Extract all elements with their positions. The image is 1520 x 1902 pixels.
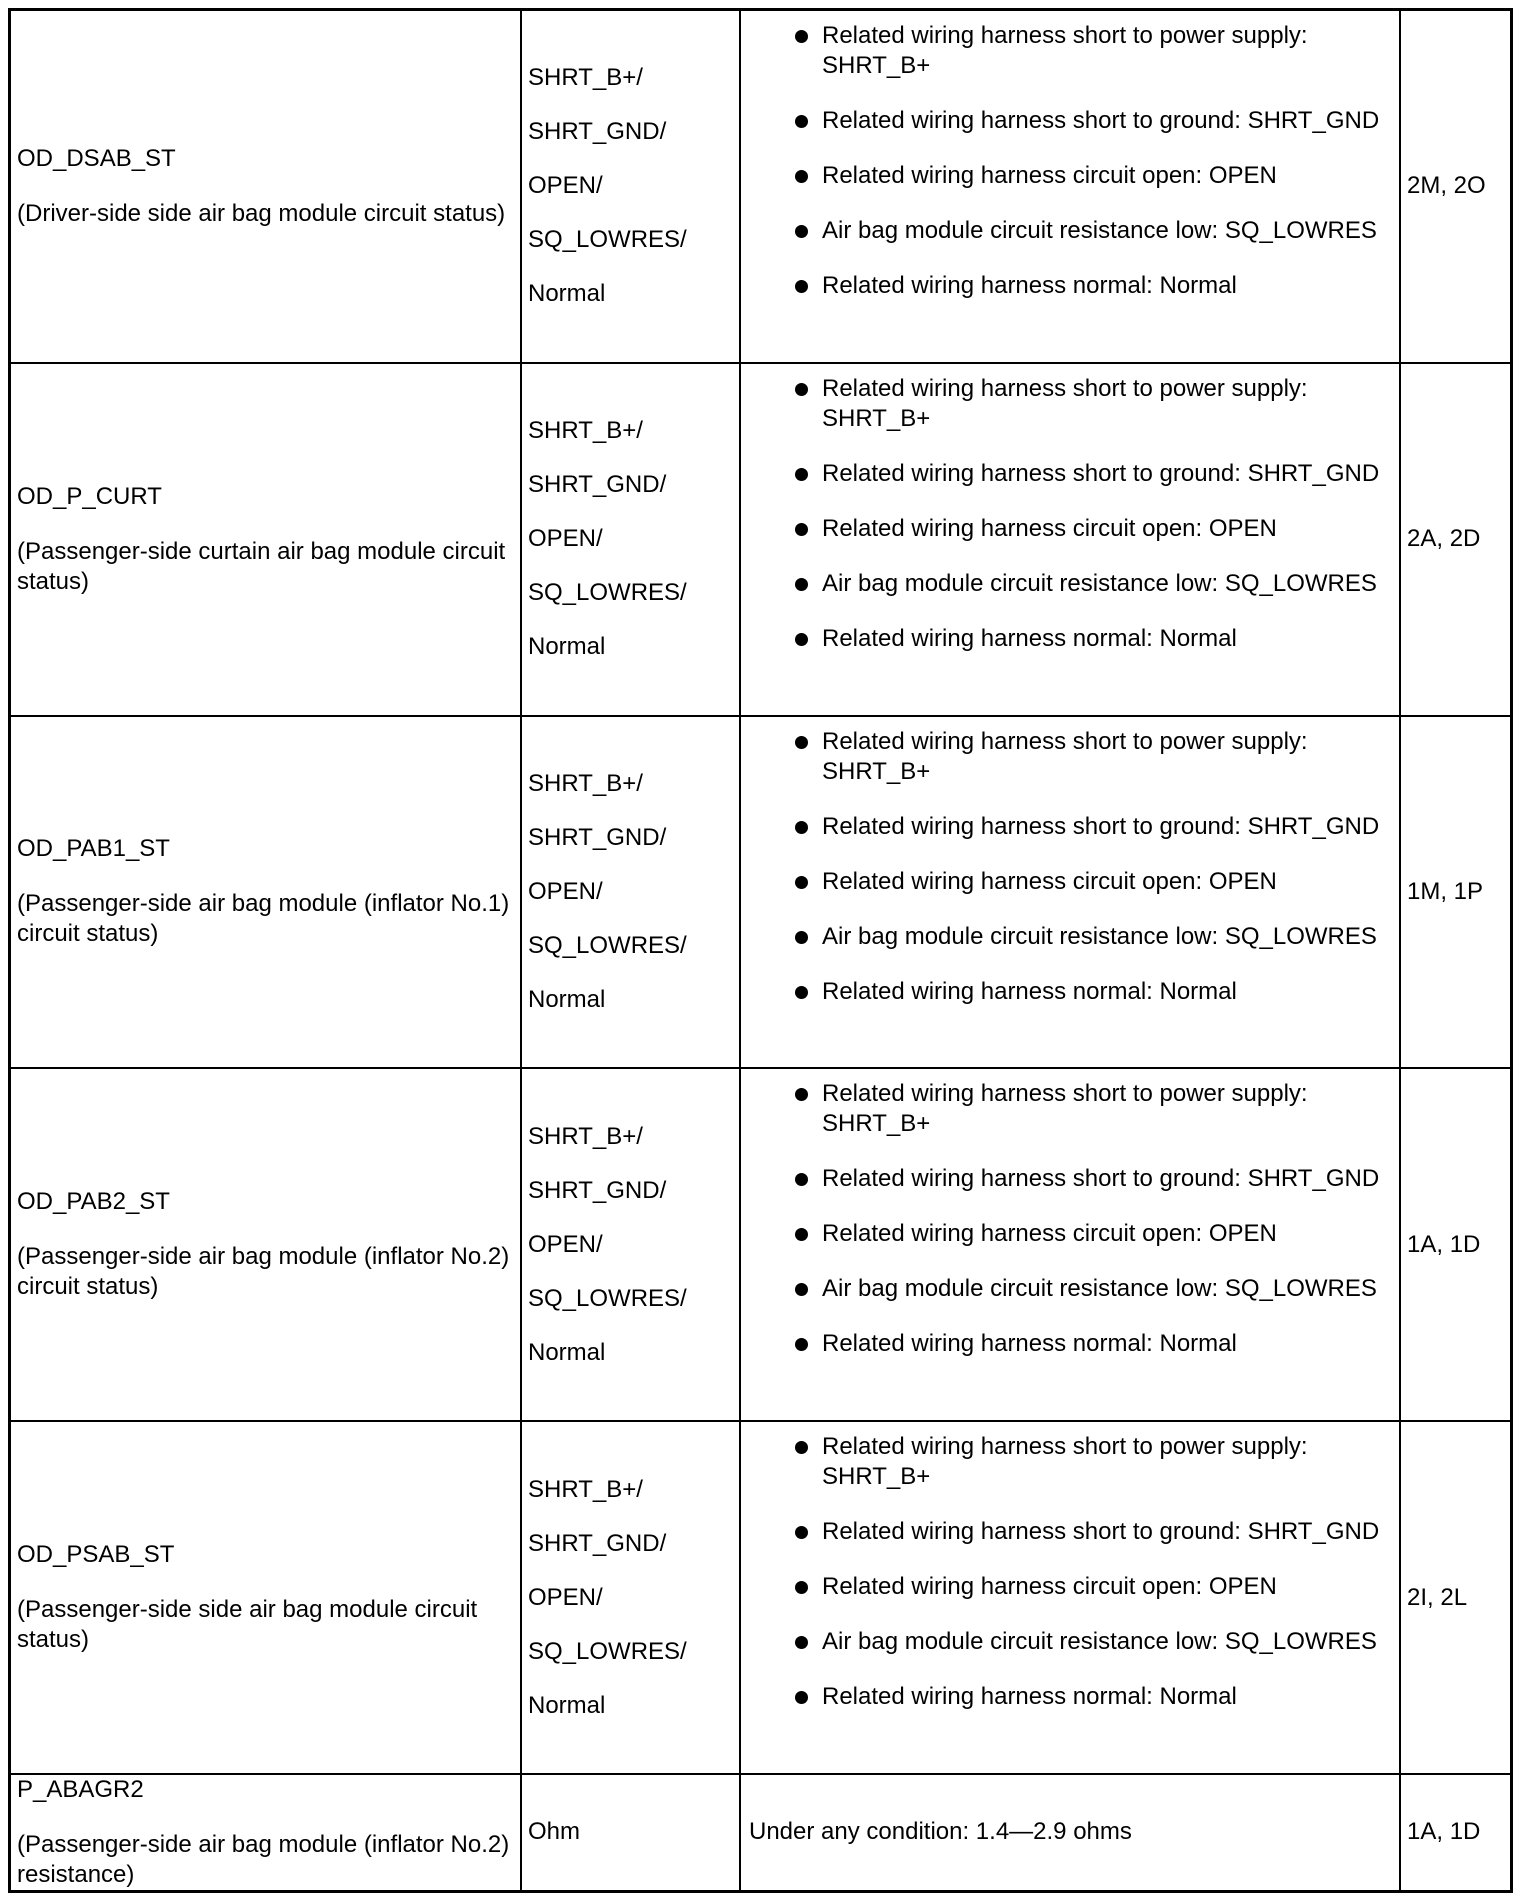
bullet-icon (795, 876, 808, 889)
list-item (749, 271, 1393, 301)
condition-text: Related wiring harness normal: Normal (822, 1330, 1237, 1358)
list-item (749, 459, 1393, 489)
bullet-icon (795, 1283, 808, 1296)
list-item (749, 1517, 1393, 1547)
item-name: OD_P_CURT (17, 482, 162, 510)
unit-value: OPEN/ (528, 172, 603, 200)
terminal-cell (1401, 11, 1510, 362)
unit-value: OPEN/ (528, 1230, 603, 1258)
condition-text: Air bag module circuit resistance low: SQ_LOWRES (822, 1275, 1377, 1303)
condition-cell (741, 11, 1401, 362)
item-name: OD_PAB2_ST (17, 1188, 170, 1216)
condition-text: Related wiring harness short to ground: SHRT_GND (822, 459, 1380, 487)
terminal-value: 2A, 2D (1407, 525, 1481, 553)
list-item (749, 569, 1393, 599)
bullet-icon (795, 1173, 808, 1186)
item-name: P_ABAGR2 (17, 1775, 144, 1803)
unit-value: SQ_LOWRES/ (528, 226, 687, 254)
bullet-icon (795, 821, 808, 834)
condition-text: Air bag module circuit resistance low: SQ_LOWRES (822, 922, 1377, 950)
terminal-value: 1A, 1D (1407, 1230, 1481, 1258)
condition-text: Related wiring harness circuit open: OPEN (822, 867, 1277, 895)
list-item (749, 216, 1393, 246)
condition-text: Related wiring harness normal: Normal (822, 977, 1237, 1005)
unit-cell (522, 364, 741, 715)
condition-text: Related wiring harness short to power supply: SHRT_B+ (822, 22, 1308, 79)
bullet-icon (795, 1636, 808, 1649)
item-name: OD_PSAB_ST (17, 1541, 175, 1569)
item-cell (11, 1069, 522, 1420)
list-item (749, 867, 1393, 897)
condition-text: Air bag module circuit resistance low: SQ_LOWRES (822, 569, 1377, 597)
item-cell (11, 11, 522, 362)
unit-value: SHRT_GND/ (528, 118, 667, 146)
item-cell (11, 1775, 522, 1890)
bullet-icon (795, 578, 808, 591)
list-item (749, 1432, 1393, 1492)
condition-text: Related wiring harness circuit open: OPEN (822, 1573, 1277, 1601)
bullet-icon (795, 468, 808, 481)
condition-cell (741, 364, 1401, 715)
terminal-value: 1M, 1P (1407, 877, 1484, 905)
list-item (749, 922, 1393, 952)
bullet-icon (795, 633, 808, 646)
bullet-icon (795, 280, 808, 293)
list-item (749, 106, 1393, 136)
pid-table (8, 8, 1513, 1893)
condition-list (749, 374, 1393, 654)
unit-value: OPEN/ (528, 525, 603, 553)
condition-text: Related wiring harness circuit open: OPEN (822, 162, 1277, 189)
condition-text: Related wiring harness circuit open: OPEN (822, 514, 1277, 542)
bullet-icon (795, 1228, 808, 1241)
condition-text: Related wiring harness short to power supply: SHRT_B+ (822, 1080, 1308, 1138)
list-item (749, 1079, 1393, 1139)
unit-value: SHRT_GND/ (528, 1176, 667, 1204)
terminal-value: 1A, 1D (1407, 1818, 1481, 1846)
list-item (749, 161, 1393, 191)
list-item (749, 374, 1393, 434)
item-cell (11, 1422, 522, 1773)
item-cell (11, 717, 522, 1068)
unit-value: SHRT_GND/ (528, 823, 667, 851)
list-item (749, 514, 1393, 544)
table-row (11, 717, 1510, 1070)
terminal-value: 2I, 2L (1407, 1583, 1468, 1611)
unit-value: Ohm (528, 1818, 581, 1846)
table-row (11, 1775, 1510, 1890)
unit-value: Normal (528, 280, 606, 308)
bullet-icon (795, 736, 808, 749)
item-name: OD_PAB1_ST (17, 835, 170, 863)
item-description: (Passenger-side side air bag module circuit status) (17, 1596, 478, 1654)
bullet-icon (795, 383, 808, 396)
list-item (749, 1627, 1393, 1657)
condition-cell (741, 717, 1401, 1068)
condition-text: Air bag module circuit resistance low: SQ_LOWRES (822, 217, 1377, 244)
list-item (749, 21, 1393, 81)
bullet-icon (795, 225, 808, 238)
condition-text: Related wiring harness normal: Normal (822, 272, 1237, 299)
unit-value: SHRT_GND/ (528, 1529, 667, 1557)
condition-list (749, 1432, 1393, 1712)
condition-text: Related wiring harness normal: Normal (822, 1683, 1237, 1711)
list-item (749, 1572, 1393, 1602)
unit-cell (522, 717, 741, 1068)
condition-text: Related wiring harness circuit open: OPEN (822, 1220, 1277, 1248)
terminal-cell (1401, 717, 1510, 1068)
unit-value: SQ_LOWRES/ (528, 579, 687, 607)
bullet-icon (795, 931, 808, 944)
terminal-cell (1401, 1775, 1510, 1890)
condition-list (749, 1079, 1393, 1359)
unit-value: SHRT_GND/ (528, 471, 667, 499)
table-row (11, 1422, 1510, 1775)
item-name: OD_DSAB_ST (17, 144, 176, 172)
list-item (749, 727, 1393, 787)
unit-value: SHRT_B+/ (528, 64, 643, 92)
terminal-cell (1401, 1422, 1510, 1773)
condition-text: Air bag module circuit resistance low: SQ_LOWRES (822, 1628, 1377, 1656)
condition-list (749, 21, 1393, 301)
bullet-icon (795, 1441, 808, 1454)
item-cell (11, 364, 522, 715)
condition-text: Related wiring harness short to power supply: SHRT_B+ (822, 727, 1308, 785)
bullet-icon (795, 170, 808, 183)
item-description: (Driver-side side air bag module circuit status) (17, 199, 506, 227)
table-row (11, 11, 1510, 364)
unit-cell (522, 1422, 741, 1773)
list-item (749, 1682, 1393, 1712)
condition-text: Related wiring harness short to power supply: SHRT_B+ (822, 374, 1308, 432)
unit-value: SQ_LOWRES/ (528, 1284, 687, 1312)
list-item (749, 1164, 1393, 1194)
unit-cell (522, 1069, 741, 1420)
table-row (11, 364, 1510, 717)
bullet-icon (795, 1691, 808, 1704)
terminal-cell (1401, 1069, 1510, 1420)
unit-value: SHRT_B+/ (528, 417, 643, 445)
list-item (749, 1219, 1393, 1249)
condition-cell (741, 1422, 1401, 1773)
bullet-icon (795, 986, 808, 999)
terminal-cell (1401, 364, 1510, 715)
item-description: (Passenger-side air bag module (inflator No.2) resistance) (17, 1830, 510, 1888)
unit-cell (522, 1775, 741, 1890)
unit-value: Normal (528, 985, 606, 1013)
unit-value: Normal (528, 1338, 606, 1366)
table-row (11, 1069, 1510, 1422)
bullet-icon (795, 1581, 808, 1594)
list-item (749, 1274, 1393, 1304)
unit-value: OPEN/ (528, 877, 603, 905)
item-description: (Passenger-side air bag module (inflator No.1) circuit status) (17, 890, 510, 948)
bullet-icon (795, 1088, 808, 1101)
unit-value: Normal (528, 633, 606, 661)
condition-text: Under any condition: 1.4—2.9 ohms (749, 1818, 1132, 1846)
bullet-icon (795, 523, 808, 536)
unit-value: SQ_LOWRES/ (528, 1637, 687, 1665)
unit-value: SHRT_B+/ (528, 1122, 643, 1150)
unit-value: OPEN/ (528, 1583, 603, 1611)
bullet-icon (795, 30, 808, 43)
unit-value: Normal (528, 1691, 606, 1719)
condition-cell (741, 1775, 1401, 1890)
list-item (749, 1329, 1393, 1359)
condition-text: Related wiring harness short to ground: SHRT_GND (822, 1518, 1380, 1546)
item-description: (Passenger-side curtain air bag module circuit status) (17, 537, 506, 595)
unit-value: SQ_LOWRES/ (528, 931, 687, 959)
condition-text: Related wiring harness short to ground: SHRT_GND (822, 107, 1380, 134)
list-item (749, 624, 1393, 654)
unit-cell (522, 11, 741, 362)
bullet-icon (795, 1526, 808, 1539)
condition-text: Related wiring harness normal: Normal (822, 624, 1237, 652)
list-item (749, 977, 1393, 1007)
terminal-value: 2M, 2O (1407, 172, 1486, 200)
unit-value: SHRT_B+/ (528, 769, 643, 797)
condition-cell (741, 1069, 1401, 1420)
bullet-icon (795, 115, 808, 128)
item-description: (Passenger-side air bag module (inflator No.2) circuit status) (17, 1243, 510, 1301)
condition-text: Related wiring harness short to ground: SHRT_GND (822, 812, 1380, 840)
unit-value: SHRT_B+/ (528, 1475, 643, 1503)
condition-list (749, 727, 1393, 1007)
bullet-icon (795, 1338, 808, 1351)
list-item (749, 812, 1393, 842)
condition-text: Related wiring harness short to power supply: SHRT_B+ (822, 1433, 1308, 1491)
condition-text: Related wiring harness short to ground: SHRT_GND (822, 1165, 1380, 1193)
